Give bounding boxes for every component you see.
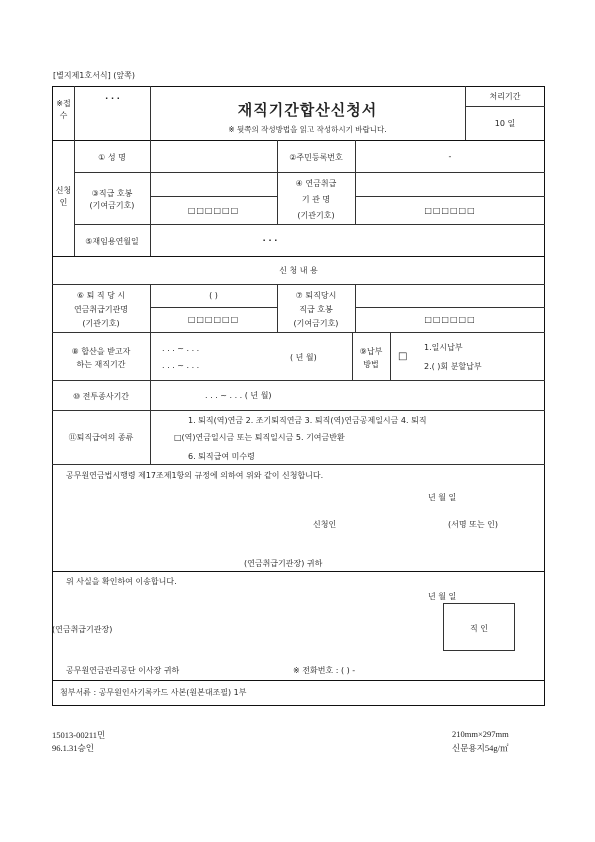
rrn-value[interactable]: -	[448, 152, 452, 161]
payment-label-1: ⑨납부	[359, 347, 383, 356]
processing-value: 10 일	[494, 119, 516, 128]
combine-dates-1[interactable]: . . . ~ . . .	[162, 344, 200, 353]
retire-grade-label-3: (기여금기호)	[293, 319, 339, 328]
receipt-dots: . . .	[105, 92, 120, 101]
payment-checkbox[interactable]: □	[398, 351, 408, 362]
benefit-label: ⑪퇴직급여의 종류	[68, 433, 134, 442]
payment-option-2[interactable]: 2.( )회 분할납부	[424, 362, 482, 371]
request-header: 신 청 내 용	[279, 266, 318, 275]
benefit-line-2[interactable]: □(역)연금일시금 또는 퇴직일시금 5. 기여금반환	[174, 433, 345, 442]
combine-dates-2[interactable]: . . . ~ . . .	[162, 361, 200, 370]
retire-grade-label-1: ⑦ 퇴직당시	[295, 291, 337, 300]
payment-option-1[interactable]: 1.일시납부	[424, 343, 463, 352]
applicant-sign-label: 신청인	[313, 520, 337, 529]
benefit-line-1[interactable]: 1. 퇴직(역)연금 2. 조기퇴직연금 3. 퇴직(역)연금공제일시금 4. 퇴직	[188, 416, 427, 425]
footer-paper: 신문용지54g/㎡	[452, 743, 509, 753]
retire-grade-label-2: 직급 호봉	[299, 305, 333, 314]
declaration-recipient: (연금취급기관장) 귀하	[244, 559, 323, 568]
retire-agency-label-3: (기관기호)	[82, 319, 120, 328]
receipt-label-text: 수	[59, 111, 68, 120]
declaration-date[interactable]: 년 월 일	[428, 493, 457, 502]
footer-approval: 96.1.31승인	[52, 743, 94, 753]
retire-grade-boxes[interactable]: □□□□□□	[424, 315, 476, 324]
confirm-head: (연금취급기관장)	[52, 625, 113, 634]
processing-label: 처리기간	[489, 92, 521, 101]
confirm-phone[interactable]: ※ 전화번호 : ( ) -	[293, 666, 356, 675]
grade-label-2: (기여금기호)	[89, 201, 135, 210]
retire-agency-boxes[interactable]: □□□□□□	[187, 315, 240, 324]
confirm-addressee: 공무원연금관리공단 이사장 귀하	[66, 666, 180, 675]
applicant-agency-label-2: 기 관 명	[301, 195, 331, 204]
service-label: ⑩ 전투종사기간	[72, 392, 130, 401]
applicant-agency-boxes[interactable]: □□□□□□	[424, 206, 476, 215]
rrn-label: ②주민등록번호	[289, 153, 343, 162]
retire-agency-label-2: 연금취급기관명	[73, 305, 129, 314]
name-label: ① 성 명	[98, 153, 126, 162]
footer-code: 15013-00211민	[52, 730, 106, 740]
reappoint-value[interactable]: . . .	[262, 234, 278, 243]
footer-size: 210mm×297mm	[452, 729, 509, 739]
payment-label-2: 방법	[363, 360, 379, 369]
grade-label-1: ③직급 호봉	[91, 189, 133, 198]
applicant-section-label-2: 인	[59, 198, 68, 207]
confirm-text: 위 사실을 확인하여 이송합니다.	[66, 577, 177, 586]
form-title: 재직기간합산신청서	[237, 101, 378, 119]
receipt-label-mark: ※접	[56, 99, 71, 108]
retire-agency-label-1: ⑥ 퇴 직 당 시	[76, 291, 126, 300]
retire-agency-paren[interactable]: ( )	[209, 291, 218, 300]
applicant-section-label-1: 신청	[55, 186, 72, 195]
applicant-agency-label-1: ④ 연금취급	[295, 179, 337, 188]
confirm-date[interactable]: 년 월 일	[428, 592, 457, 601]
service-value[interactable]: . . . ~ . . . ( 년 월)	[205, 391, 272, 400]
attachment-note: 첨부서류 : 공무원인사기록카드 사본(원본대조필) 1부	[60, 688, 247, 697]
reappoint-label: ⑤재임용연월일	[85, 237, 139, 246]
declaration-text: 공무원연금법시행령 제17조제1항의 규정에 의하여 위와 같이 신청합니다.	[66, 471, 324, 480]
applicant-agency-label-3: (기관기호)	[297, 211, 335, 220]
form-label: [별지제1호서식] (앞쪽)	[53, 71, 135, 80]
form-subtitle: ※ 뒷쪽의 작성방법을 읽고 작성하시기 바랍니다.	[228, 125, 387, 134]
combine-label-1: ⑧ 합산을 받고자	[71, 347, 131, 356]
combine-duration[interactable]: ( 년 월)	[290, 353, 317, 362]
official-seal-label: 직 인	[470, 624, 488, 633]
benefit-line-3[interactable]: 6. 퇴직급여 미수령	[188, 452, 255, 461]
grade-boxes[interactable]: □□□□□□	[187, 206, 240, 215]
signature-placeholder[interactable]: (서명 또는 인)	[448, 520, 498, 529]
combine-label-2: 하는 재직기간	[76, 360, 126, 369]
